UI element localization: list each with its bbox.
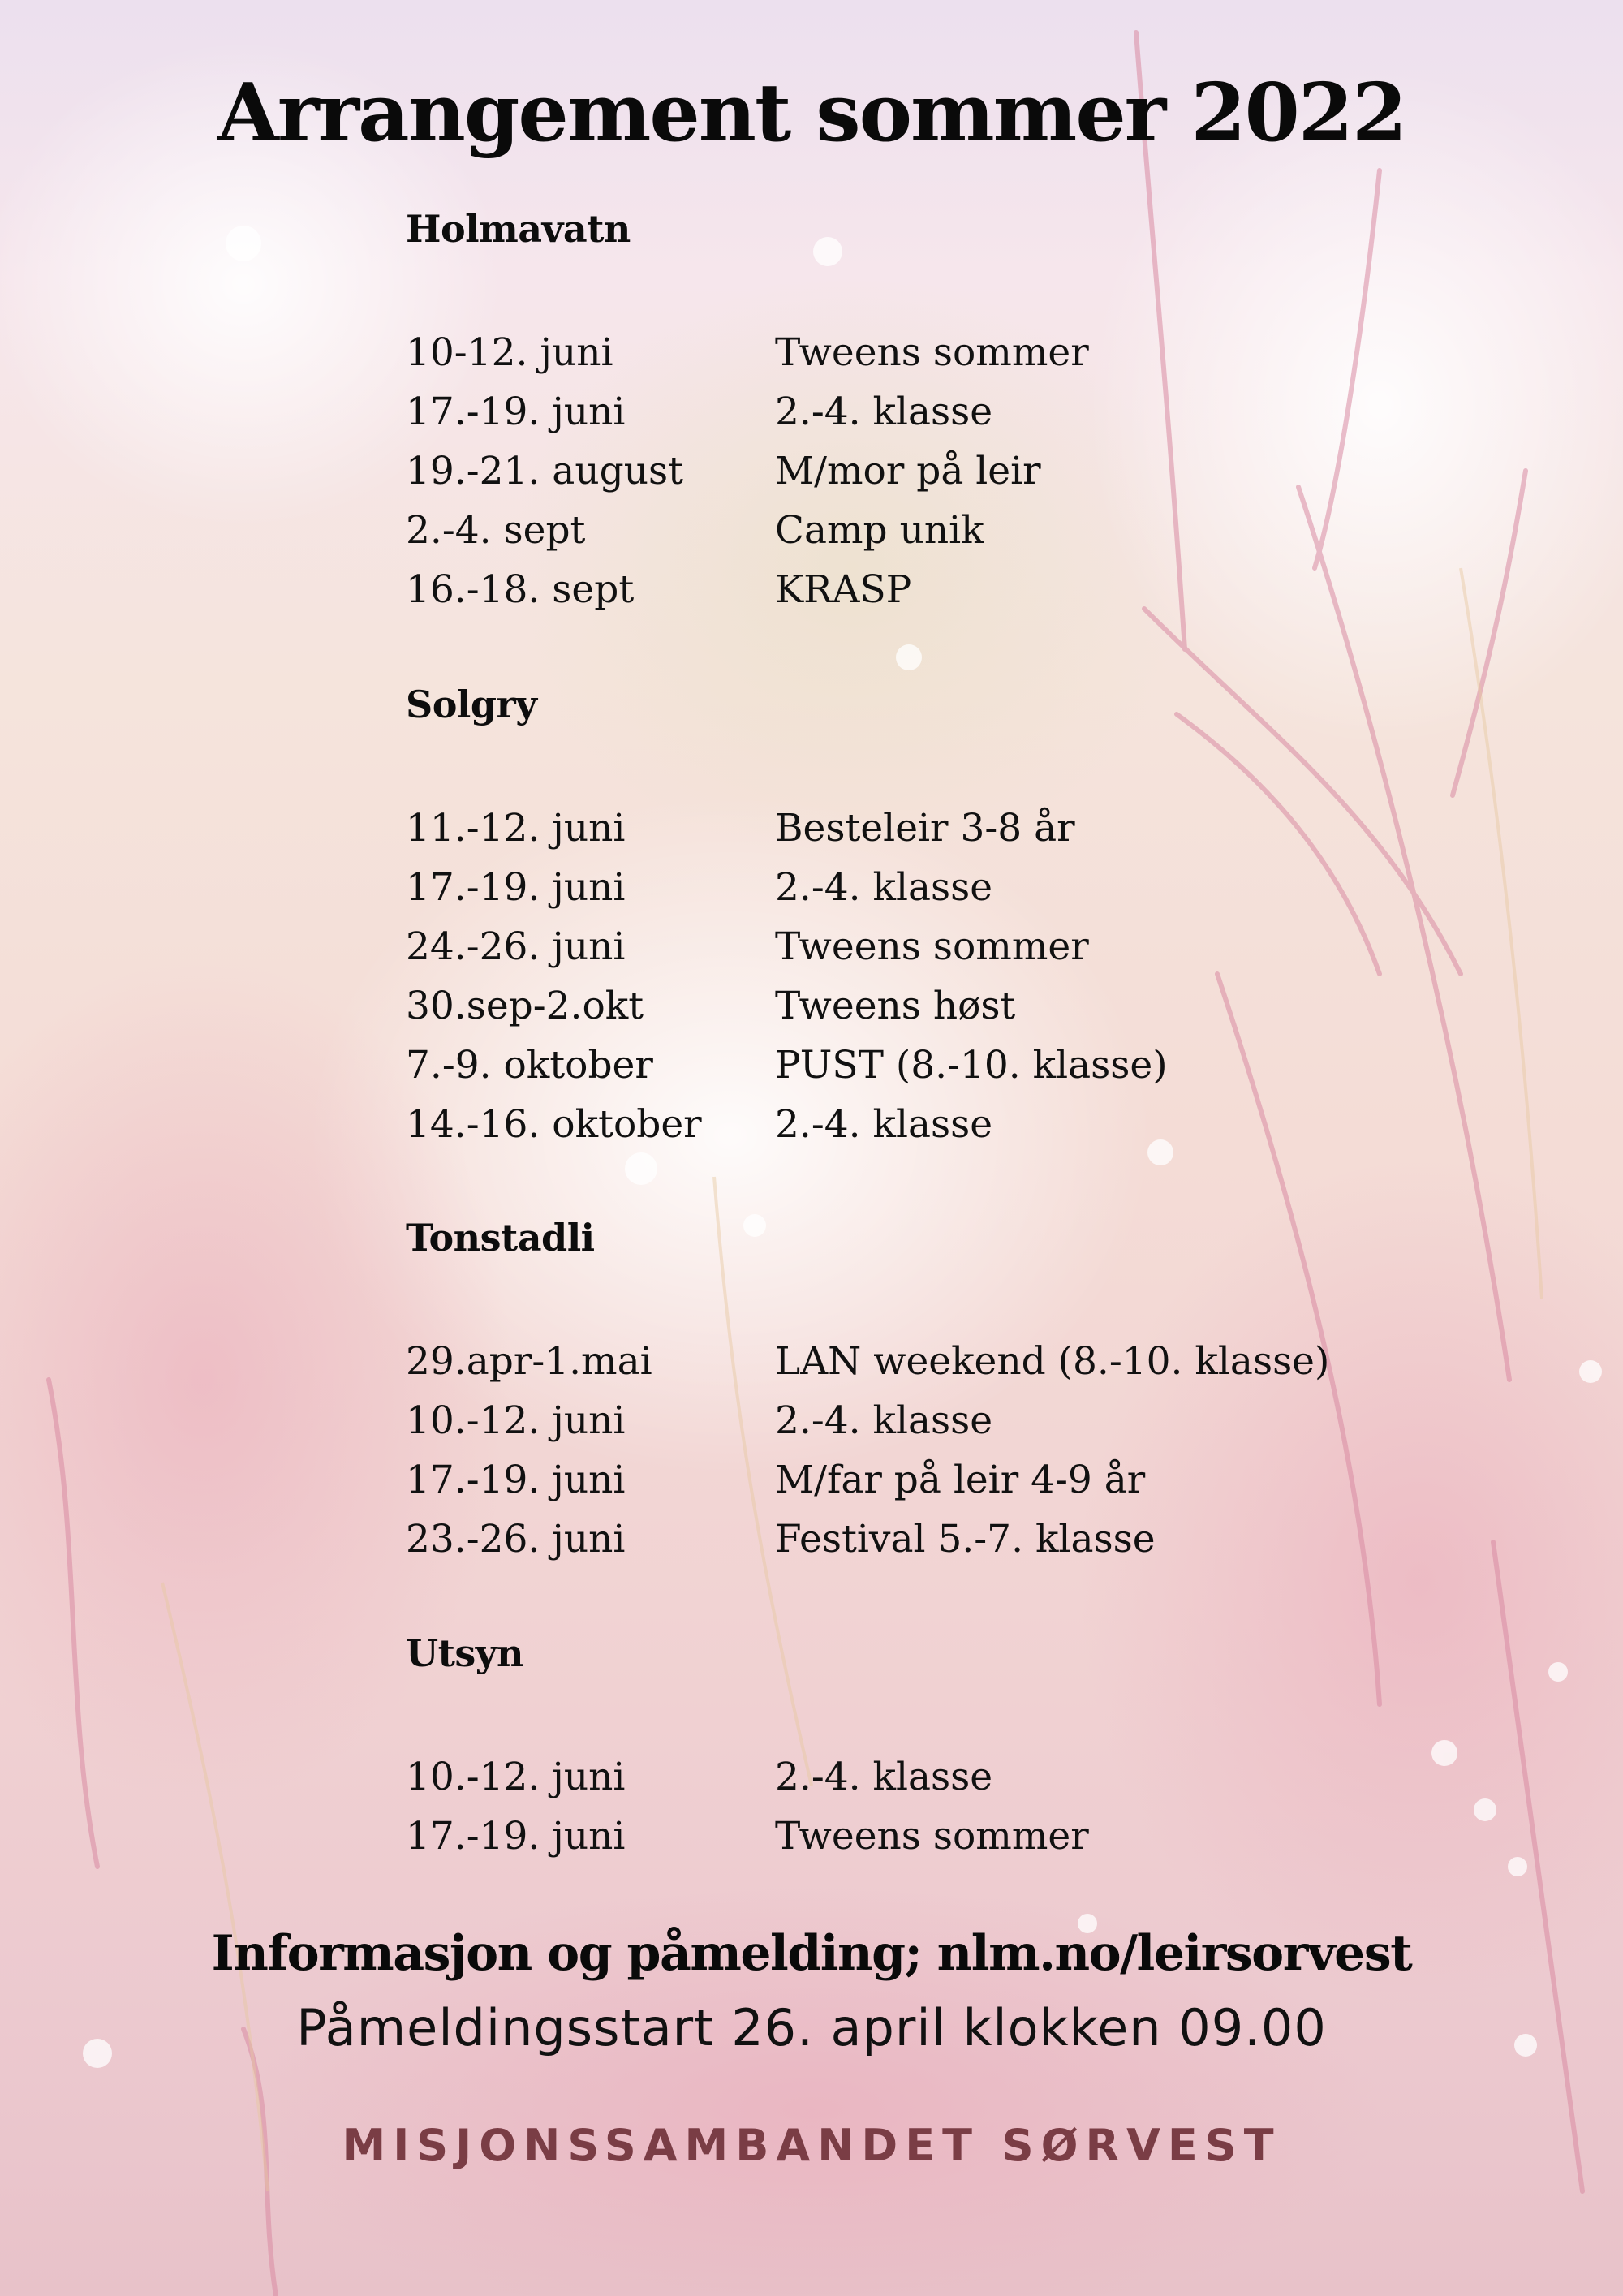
event-name: M/far på leir 4-9 år: [775, 1458, 1146, 1502]
event-date: 10.-12. juni: [406, 1398, 626, 1443]
event-date: 24.-26. juni: [406, 924, 626, 969]
event-row: [406, 501, 1542, 560]
event-row: [406, 560, 1542, 619]
event-row: [406, 323, 1542, 382]
event-date: 10-12. juni: [406, 330, 613, 375]
event-row: [406, 1036, 1542, 1095]
event-date: 17.-19. juni: [406, 1458, 626, 1502]
event-name: 2.-4. klasse: [775, 865, 993, 910]
event-name: 2.-4. klasse: [775, 390, 993, 434]
event-row: [406, 858, 1542, 917]
event-date: 19.-21. august: [406, 449, 683, 493]
event-date: 7.-9. oktober: [406, 1043, 653, 1088]
event-row: [406, 1095, 1542, 1154]
event-row: [406, 1391, 1542, 1450]
section-title: Tonstadli: [406, 1216, 595, 1260]
event-date: 11.-12. juni: [406, 806, 626, 851]
event-name: Tweens sommer: [775, 330, 1089, 375]
event-date: 2.-4. sept: [406, 508, 586, 553]
event-row: [406, 1450, 1542, 1510]
event-row: [406, 1807, 1542, 1866]
event-row: [406, 442, 1542, 501]
event-name: 2.-4. klasse: [775, 1755, 993, 1799]
event-row: [406, 1747, 1542, 1807]
registration-start: Påmeldingsstart 26. april klokken 09.00: [296, 1998, 1327, 2057]
event-name: Festival 5.-7. klasse: [775, 1517, 1156, 1562]
event-name: Camp unik: [775, 508, 984, 553]
event-name: Tweens høst: [775, 984, 1016, 1028]
event-date: 29.apr-1.mai: [406, 1339, 652, 1384]
section-solgry: [406, 680, 1542, 1154]
event-date: 30.sep-2.okt: [406, 984, 644, 1028]
event-name: M/mor på leir: [775, 449, 1041, 493]
event-row: [406, 382, 1542, 442]
event-date: 17.-19. juni: [406, 865, 626, 910]
event-date: 16.-18. sept: [406, 567, 635, 612]
event-date: 23.-26. juni: [406, 1517, 626, 1562]
section-title: Holmavatn: [406, 207, 631, 251]
info-registration-link: Informasjon og påmelding; nlm.no/leirsorvest: [211, 1925, 1412, 1982]
event-row: [406, 917, 1542, 976]
event-row: [406, 1510, 1542, 1569]
event-name: 2.-4. klasse: [775, 1398, 993, 1443]
section-tonstadli: [406, 1213, 1542, 1569]
section-holmavatn: [406, 205, 1542, 619]
event-date: 17.-19. juni: [406, 390, 626, 434]
event-name: KRASP: [775, 567, 912, 612]
event-row: [406, 976, 1542, 1036]
event-name: Besteleir 3-8 år: [775, 806, 1075, 851]
event-name: Tweens sommer: [775, 1814, 1089, 1859]
event-date: 17.-19. juni: [406, 1814, 626, 1859]
event-name: Tweens sommer: [775, 924, 1089, 969]
event-date: 14.-16. oktober: [406, 1102, 702, 1147]
poster-title: Arrangement sommer 2022: [217, 67, 1406, 160]
organization-name: MISJONSSAMBANDET SØRVEST: [342, 2120, 1281, 2171]
event-name: LAN weekend (8.-10. klasse): [775, 1339, 1330, 1384]
event-name: PUST (8.-10. klasse): [775, 1043, 1168, 1088]
event-row: [406, 799, 1542, 858]
section-title: Utsyn: [406, 1631, 523, 1675]
event-row: [406, 1332, 1542, 1391]
section-utsyn: [406, 1629, 1542, 1866]
section-title: Solgry: [406, 683, 537, 726]
event-date: 10.-12. juni: [406, 1755, 626, 1799]
event-name: 2.-4. klasse: [775, 1102, 993, 1147]
